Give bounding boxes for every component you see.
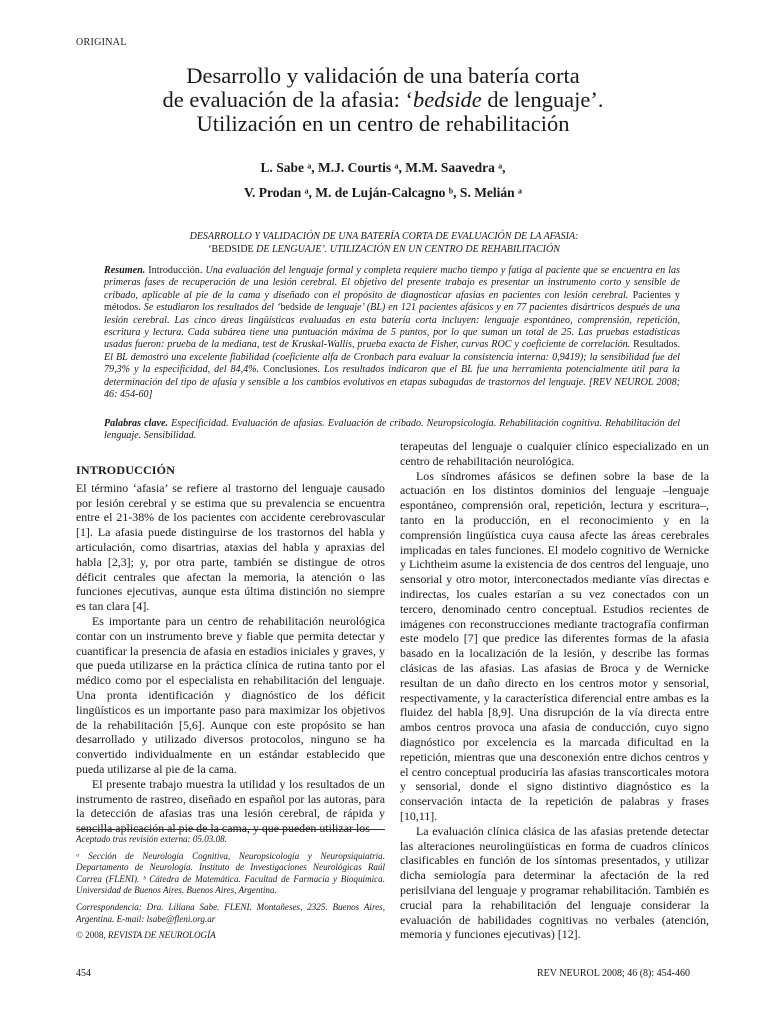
paragraph: Los síndromes afásicos se definen sobre la base de la actuación en los distintos dominios del lenguaje –lenguaje espontáneo, comprensión oral, repetición, lectura y escritura–, tanto en la producción, en el reconocimiento y en la comprensión lingüística cuya causa afecte las áreas cerebrales implicadas en tales funciones. El modelo cognitivo de Wernicke y Lichtheim asume la existencia de dos centros del lenguaje, uno sensorial y otro motor, interconectados mediante vías directas e indirectas, los cuales estarían a su vez conectados con un tercero, denominado centro conceptual. Estudios recientes de imágenes con reconstrucciones mediante tractografía confirman este modelo [7] que predice las diferentes formas de la afasia basado en la localización de la lesión, y describe las formas clásicas de las afasias. Las afasias de Broca y de Wernicke resultan de un daño directo en los centros motor y sensorial, respectivamente, y la característica diferencial entre ambas es la fluidez del habla [8,9]. Una disrupción de la vía directa entre ambos centros provoca una afasia de conducción, cuyo signo diagnóstico por excelencia es la marcada dificultad en la repetición, mientras que una desconexión entre dichos centros y el centro conceptual produciría las afasias transcorticales motora y sensorial, donde el signo distintivo diagnóstico es la conservación intacta de la repetición de palabras y frases [10,11]. — [400, 468, 709, 823]
paragraph: El presente trabajo muestra la utilidad y los resultados de un instrumento de rastreo, diseñado en español por las autoras, para la detección de afasias tras una lesión cerebral, de rápida y sencilla aplicación al pie de la cama, y que pueden utilizar los — [76, 776, 385, 836]
section-label: ORIGINAL — [76, 37, 127, 48]
body-column-right — [400, 439, 709, 942]
article-title — [80, 64, 686, 136]
abstract-heading: DESARROLLO Y VALIDACIÓN DE UNA BATERÍA CORTA DE EVALUACIÓN DE LA AFASIA: ‘BEDSIDE DE LENGUAJE’. UTILIZACIÓN EN UN CENTRO DE REHABILITACIÓN — [189, 231, 579, 255]
keywords: Palabras clave. Especificidad. Evaluación de afasias. Evaluación de cribado. Neuropsicología. Rehabilitación cognitiva. Rehabilitación del lenguaje. Sensibilidad. — [104, 418, 680, 442]
paragraph: terapeutas del lenguaje o cualquier clínico especializado en un centro de rehabilitación neurológica. — [400, 439, 709, 468]
paragraph: El término ‘afasia’ se refiere al trastorno del lenguaje causado por lesión cerebral y se estima que su prevalencia se encuentra entre el 21-38% de los pacientes con accidente cerebrovascular [1]. La afasia puede distinguirse de los trastornos del habla y articulación, como disartrias, ataxias del habla y apraxias del habla [2,3]; y, por otra parte, también se distingue de otros déficit centrales que afectan la memoria, la atención o las funciones ejecutivas, aunque esta última distinción no siempre es tan clara [4]. — [76, 480, 385, 614]
affiliations: ᵃ Sección de Neurología Cognitiva, Neuropsicología y Neuropsiquiatría. Departamento de Neurología. Instituto de Investigaciones Neurológicas Raúl Carrea (FLENI). ᵇ Cátedra de Matemática. Facultad de Farmacia y Bioquímica. Universidad de Buenos Aires. Buenos Aires, Argentina. — [76, 850, 385, 896]
body-column-left — [76, 463, 385, 836]
copyright: © 2008, REVISTA DE NEUROLOGÍA — [76, 930, 216, 941]
authors-line-1: L. Sabe ᵃ, M.J. Courtis ᵃ, M.M. Saavedra ᵃ, — [260, 160, 506, 175]
abstract: Resumen. Introducción. Una evaluación del lenguaje formal y completa requiere mucho tiempo y fatiga al paciente que se encuentra en las primeras fases de recuperación de una lesión cerebral. El objetivo del presente trabajo es presentar un instrumento corto y sensible de cribado, aplicable al pie de la cama y diseñado con el propósito de diagnosticar afasias en pacientes con lesión cerebral. Pacientes y métodos. Se estudiaron los resultados del ‘bedside de lenguaje’ (BL) en 121 pacientes afásicos y en 77 pacientes disártricos después de una lesión cerebral. Las cinco áreas lingüísticas evaluadas en esta batería corta incluyen: lenguaje espontáneo, comprensión, repetición, escritura y lectura. Cada subárea tiene una puntuación máxima de 5 puntos, por lo que suman un total de 25. Las pruebas estadísticas usadas fueron: prueba de la mediana, test de Kruskal-Wallis, prueba exacta de Fisher, curvas ROC y coeficiente de correlación. Resultados. El BL demostró una excelente fiabilidad (coeficiente alfa de Cronbach para evaluar la consistencia interna: 0,9419); la sensibilidad fue del 79,3% y la especificidad, del 84,4%. Conclusiones. Los resultados indicaron que el BL fue una herramienta potencialmente útil para la determinación del tipo de afasia y sensible a los cambios evolutivos en etapas subagudas de trastornos del lenguaje. [REV NEUROL 2008; 46: 454-60] — [104, 265, 680, 401]
correspondence: Correspondencia: Dra. Liliana Sabe. FLENI. Montañeses, 2325. Buenos Aires, Argentina. E-mail: lsabe@fleni.org.ar — [76, 901, 385, 924]
title-line-2: de evaluación de la afasia: ‘bedside de lenguaje’. — [162, 87, 604, 112]
title-line-1: Desarrollo y validación de una batería corta — [186, 63, 580, 88]
journal-reference: REV NEUROL 2008; 46 (8): 454-460 — [536, 968, 690, 979]
author-list — [80, 155, 686, 205]
page-number: 454 — [76, 968, 91, 979]
section-heading-introduction: INTRODUCCIÓN — [76, 463, 176, 477]
paragraph: La evaluación clínica clásica de las afasias pretende detectar las alteraciones neurolingüísticas en forma de cuadros clínicos clasificables en función de los síntomas presentados, y utilizar dicha semiología para determinar la afectación de la red perisilviana del lenguaje y programar rehabilitación. También es crucial para la rehabilitación del lenguaje considerar la evaluación de habilidades cognitivas no verbales (atención, memoria y funciones ejecutivas) [12]. — [400, 823, 709, 942]
accepted-date: Aceptado tras revisión externa: 05.03.08. — [76, 834, 227, 844]
title-line-3: Utilización en un centro de rehabilitación — [196, 111, 570, 136]
authors-line-2: V. Prodan ᵃ, M. de Luján-Calcagno ᵇ, S. Melián ᵃ — [243, 185, 523, 200]
footnotes — [76, 829, 385, 947]
paragraph: Es importante para un centro de rehabilitación neurológica contar con un instrumento breve y fiable que permita detectar y cuantificar la presencia de afasia en estadios iniciales y graves, y que pueda utilizarse en la práctica clínica de rutina tanto por el médico como por el especialista en rehabilitación del lenguaje. Una pronta identificación y diagnóstico de los déficit lingüísticos es un importante paso para maximizar los objetivos de la rehabilitación [5,6]. Aunque con este propósito se han desarrollado y utilizado diversos protocolos, ninguno se ha convertido individualmente en un estándar establecido que pueda utilizarse al pie de la cama. — [76, 613, 385, 776]
